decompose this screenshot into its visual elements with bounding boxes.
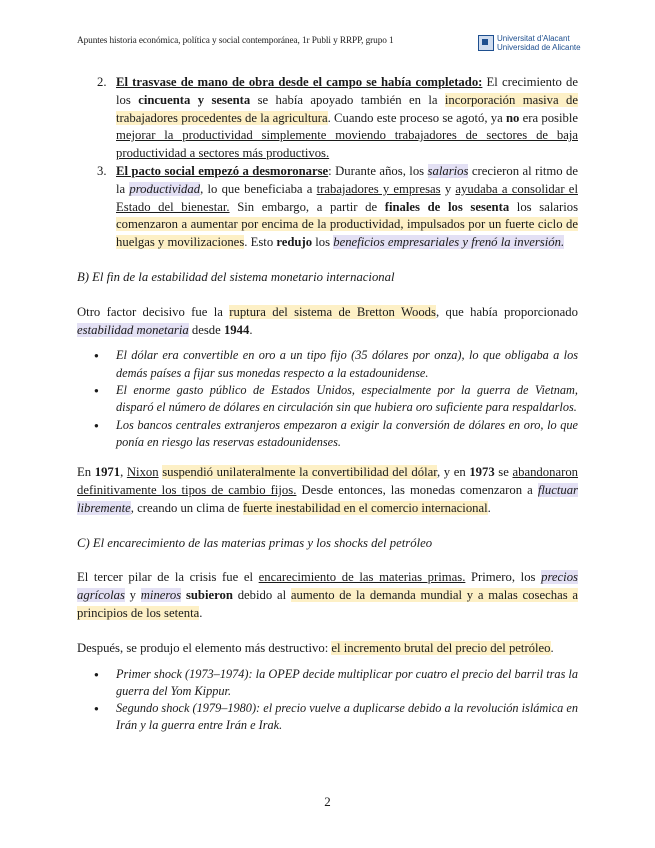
highlight: beneficios empresariales y frenó la inversión. [333, 235, 565, 250]
item-title: El trasvase de mano de obra desde el campo se había completado: [116, 75, 483, 89]
section-c-bullet-list [77, 666, 578, 735]
highlight: salarios [427, 163, 469, 178]
university-logo [478, 34, 581, 52]
running-header: Apuntes historia económica, política y social contemporánea, 1r Publi y RRPP, grupo 1 [77, 36, 394, 46]
item-number: 3. [97, 163, 107, 178]
list-item: ● Los bancos centrales extranjeros empezaron a exigir la conversión de dólares en oro, lo que ponía en riesgo las reservas estadounidenses. [77, 417, 578, 452]
highlight: aumento de la demanda mundial y a malas cosechas a principios de los setenta [77, 588, 579, 620]
highlight: mineros [140, 588, 182, 603]
page-number: 2 [324, 794, 331, 809]
highlight: productividad [129, 181, 201, 196]
logo-text: Universitat d'Alacant Universidad de Alicante [497, 34, 581, 52]
document-body [77, 74, 578, 735]
highlight: incorporación masiva de trabajadores procedentes de la agricultura [116, 92, 578, 125]
item-number: 2. [97, 75, 107, 89]
section-b-paragraph-1: Otro factor decisivo fue la ruptura del sistema de Bretton Woods, que había proporcionado estabilidad monetaria desde 1944. [77, 304, 578, 337]
section-b-bullet-list [77, 347, 578, 451]
university-crest-icon [478, 35, 494, 51]
section-c-paragraph-1: El tercer pilar de la crisis fue el encarecimiento de las materias primas. Primero, los precios agrícolas y mineros subieron debido al aumento de la demanda mundial y a malas cosechas a principios de los setenta. [77, 570, 579, 620]
highlight: fluctuar libremente [77, 482, 578, 515]
section-b-paragraph-2: En 1971, Nixon suspendió unilateralmente la convertibilidad del dólar, y en 1973 se abandonaron definitivamente los tipos de cambio fijos. Desde entonces, las monedas comenzaron a fluctuar libremente, creando un clima de fuerte inestabilidad en el comercio internacional. [77, 465, 579, 515]
highlight: precios agrícolas [77, 570, 578, 603]
highlight: el incremento brutal del precio del petróleo [331, 640, 551, 655]
item-title: El pacto social empezó a desmoronarse [116, 163, 329, 178]
highlight: ruptura del sistema de Bretton Woods [229, 304, 436, 319]
highlight: estabilidad monetaria [77, 322, 189, 337]
list-item: ● El dólar era convertible en oro a un tipo fijo (35 dólares por onza), lo que obligaba a los demás países a fijar sus monedas respecto a la estadounidense. [77, 347, 578, 382]
list-item: ● El enorme gasto público de Estados Unidos, especialmente por la guerra de Vietnam, disparó el número de dólares en circulación sin que hubiera oro suficiente para respaldarlos. [77, 382, 578, 417]
numbered-item-3: 3. El pacto social empezó a desmoronarse: Durante años, los salarios crecieron al ritmo de la productividad, lo que beneficiaba a trabajadores y empresas y ayudaba a consolidar el Estado del bienestar. Sin embargo, a partir de finales de los sesenta los salarios comenzaron a aumentar por encima de la productividad, impulsados por un fuerte ciclo de huelgas y movilizaciones. Esto redujo los beneficios empresariales y frenó la inversión. [97, 163, 579, 250]
section-c-paragraph-2: Después, se produjo el elemento más destructivo: el incremento brutal del precio del petróleo. [77, 640, 554, 655]
list-item: ● Segundo shock (1979–1980): el precio vuelve a duplicarse debido a la revolución islámica en Irán y la guerra entre Irán e Irak. [77, 700, 578, 735]
highlight: comenzaron a aumentar por encima de la productividad, impulsados por un fuerte ciclo de huelgas y movilizaciones [116, 217, 578, 250]
numbered-item-2: 2. El trasvase de mano de obra desde el campo se había completado: El crecimiento de los cincuenta y sesenta se había apoyado también en la incorporación masiva de trabajadores procedentes de la agricultura. Cuando este proceso se agotó, ya no era posible mejorar la productividad simplemente moviendo trabajadores de sectores de baja productividad a sectores más productivos. [97, 75, 579, 161]
highlight: suspendió unilateralmente la convertibilidad del dólar [162, 465, 437, 480]
section-b-heading: B) El fin de la estabilidad del sistema monetario internacional [77, 269, 395, 284]
section-c-heading: C) El encarecimiento de las materias primas y los shocks del petróleo [77, 535, 433, 550]
list-item: ● Primer shock (1973–1974): la OPEP decide multiplicar por cuatro el precio del barril tras la guerra del Yom Kippur. [77, 666, 578, 701]
highlight: fuerte inestabilidad en el comercio internacional [242, 500, 488, 515]
